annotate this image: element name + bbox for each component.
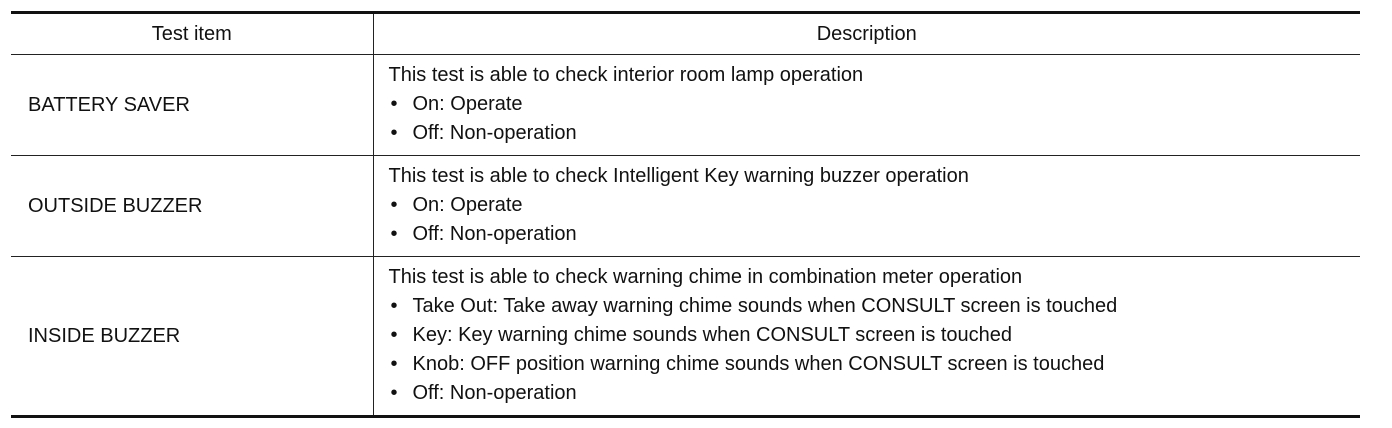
description-bullet xyxy=(389,119,1361,148)
bullet-text: Key: Key warning chime sounds when CONSULT screen is touched xyxy=(412,323,1013,346)
table-row xyxy=(11,156,1360,257)
bullet-marker: • xyxy=(390,352,398,375)
description-bullet xyxy=(389,321,1361,350)
bullet-text: Off: Non-operation xyxy=(412,121,577,144)
header-row xyxy=(11,13,1360,55)
bullet-text: On: Operate xyxy=(412,92,523,115)
description-cell xyxy=(373,55,1360,156)
header-test-item: Test item xyxy=(11,13,373,55)
test-item-cell: BATTERY SAVER xyxy=(11,55,373,156)
bullet-marker: • xyxy=(390,121,398,144)
test-item-table xyxy=(11,11,1360,418)
table-row xyxy=(11,55,1360,156)
table-row xyxy=(11,257,1360,417)
description-bullet xyxy=(389,350,1361,379)
description-bullet xyxy=(389,379,1361,408)
test-item-cell: OUTSIDE BUZZER xyxy=(11,156,373,257)
description-bullet xyxy=(389,292,1361,321)
bullet-text: Knob: OFF position warning chime sounds when CONSULT screen is touched xyxy=(412,352,1105,375)
header-description: Description xyxy=(373,13,1360,55)
bullet-marker: • xyxy=(390,193,398,216)
table-body xyxy=(11,55,1360,417)
bullet-text: On: Operate xyxy=(412,193,523,216)
bullet-marker: • xyxy=(390,222,398,245)
bullet-marker: • xyxy=(390,381,398,404)
description-cell xyxy=(373,156,1360,257)
bullet-marker: • xyxy=(390,92,398,115)
description-bullet xyxy=(389,191,1361,220)
bullet-text: Off: Non-operation xyxy=(412,381,577,404)
description-cell xyxy=(373,257,1360,417)
bullet-marker: • xyxy=(390,294,398,317)
description-bullet xyxy=(389,220,1361,249)
bullet-text: Off: Non-operation xyxy=(412,222,577,245)
description-bullet xyxy=(389,90,1361,119)
description-intro: This test is able to check warning chime in combination meter operation xyxy=(388,265,1023,288)
table-header xyxy=(11,13,1360,55)
description-intro: This test is able to check interior room lamp operation xyxy=(388,63,864,86)
bullet-text: Take Out: Take away warning chime sounds when CONSULT screen is touched xyxy=(412,294,1118,317)
bullet-marker: • xyxy=(390,323,398,346)
test-item-cell: INSIDE BUZZER xyxy=(11,257,373,417)
description-intro: This test is able to check Intelligent Key warning buzzer operation xyxy=(388,164,969,187)
